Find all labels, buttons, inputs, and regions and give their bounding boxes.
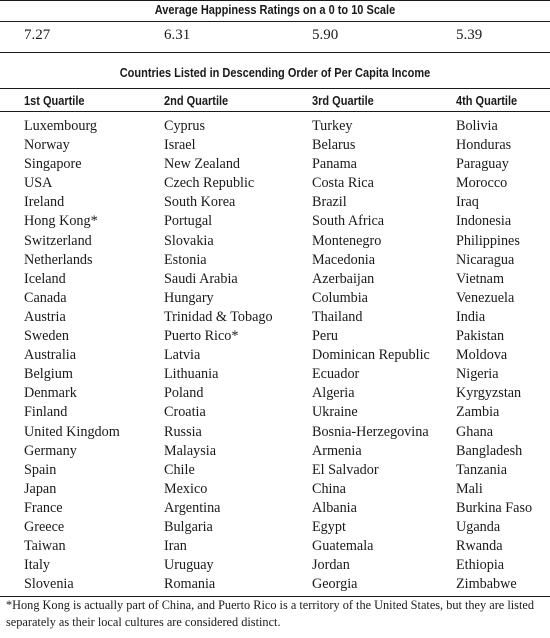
country-name: Romania [164,576,216,593]
country-name: Italy [24,557,50,574]
country-name: Malaysia [164,442,217,459]
country-name: Jordan [312,557,350,574]
country-name: India [456,308,486,325]
country-name: Pakistan [456,328,505,345]
country-name: Russia [164,423,202,440]
country-name: Philippines [456,232,520,249]
country-name: Japan [24,480,57,497]
country-name: Peru [312,328,339,345]
country-name: Taiwan [24,538,66,555]
country-name: Trinidad & Tobago [164,308,273,325]
country-name: Rwanda [456,538,503,555]
country-name: Guatemala [312,538,374,555]
country-name: United Kingdom [24,423,120,440]
country-name: Zimbabwe [456,576,517,593]
rating-q2: 6.31 [164,27,191,43]
country-name: Croatia [164,404,206,421]
country-name: Greece [24,518,65,535]
country-name: Estonia [164,251,207,268]
quartile-2-list [164,117,273,594]
country-name: Cyprus [164,118,205,134]
country-name: Vietnam [456,270,504,287]
countries-header-rule [0,88,550,89]
country-name: Luxembourg [24,118,98,134]
country-name: Morocco [456,175,508,192]
top-rule [0,0,550,1]
country-name: Dominican Republic [312,347,430,364]
country-name: Burkina Faso [456,499,533,516]
country-name: Saudi Arabia [164,270,238,287]
ratings-header-rule [0,21,550,22]
country-name: Honduras [456,137,512,154]
country-name: Chile [164,461,195,478]
country-name: Mexico [164,480,208,497]
country-name: Ethiopia [456,557,505,574]
quartile-header-3: 3rd Quartile [312,94,374,108]
country-name: Belgium [24,366,73,383]
country-name: New Zealand [164,156,241,173]
country-name: Iran [164,538,187,555]
country-name: Ghana [456,423,494,440]
country-name: Sweden [24,328,69,345]
country-name: Iceland [24,270,66,287]
countries-header: Countries Listed in Descending Order of Per Capita Income [119,66,431,80]
country-name: Albania [312,499,357,516]
country-name: Azerbaijan [312,270,375,287]
quartile-header-4: 4th Quartile [456,94,518,108]
country-name: Latvia [164,347,201,364]
country-name: Tanzania [456,461,507,478]
country-name: Hong Kong* [24,213,98,230]
country-name: Georgia [312,576,358,593]
country-name: Argentina [164,499,221,516]
country-name: Bangladesh [456,442,523,459]
rating-q4: 5.39 [456,27,483,43]
country-name: Ecuador [312,366,360,383]
country-name: Columbia [312,289,368,306]
country-name: Nicaragua [456,251,515,268]
country-name: Slovakia [164,232,214,249]
country-name: Lithuania [164,366,219,383]
country-name: Hungary [164,289,214,306]
country-name: Finland [24,404,68,421]
country-name: Brazil [312,194,347,211]
country-name: Austria [24,308,66,325]
country-name: Montenegro [312,232,382,249]
quartile-1-list [24,117,120,594]
country-name: Macedonia [312,251,376,268]
country-name: Germany [24,442,77,459]
country-name: Switzerland [24,232,92,249]
country-name: Bolivia [456,118,498,134]
country-name: Singapore [24,156,82,173]
country-name: Poland [164,385,204,402]
country-name: Moldova [456,347,508,364]
rating-q1: 7.27 [24,27,51,43]
country-name: Uruguay [164,557,214,574]
country-name: Ireland [24,194,65,211]
country-name: Turkey [312,118,353,134]
country-name: Israel [164,137,196,154]
quartile-header-2: 2nd Quartile [164,94,229,108]
rating-q3: 5.90 [312,27,339,43]
country-name: Costa Rica [312,175,374,192]
footnote: *Hong Kong is actually part of China, and Puerto Rico is a territory of the United States, but they are listed separately as their local cultures are considered distinct. [6,598,534,629]
country-name: Kyrgyzstan [456,385,522,402]
quartile-4-list [456,117,532,594]
ratings-header: Average Happiness Ratings on a 0 to 10 Scale [154,3,396,17]
country-name: Ukraine [312,404,358,421]
country-name: Indonesia [456,213,512,230]
country-name: South Korea [164,194,236,211]
country-name: Paraguay [456,156,509,173]
country-name: Bosnia-Herzegovina [312,423,429,440]
country-name: Egypt [312,518,346,535]
country-name: Venezuela [456,289,515,306]
quartile-header-1: 1st Quartile [24,94,85,108]
quartile-3-list [312,117,430,594]
country-name: Thailand [312,308,363,325]
quartile-header-rule [0,111,550,112]
country-name: Australia [24,347,77,364]
country-name: Spain [24,461,57,478]
country-name: Bulgaria [164,518,213,535]
country-name: Netherlands [24,251,93,268]
country-name: Panama [312,156,357,173]
country-name: Puerto Rico* [164,328,239,345]
ratings-bottom-rule [0,52,550,53]
country-name: Canada [24,289,67,306]
country-name: Denmark [24,385,77,402]
country-name: El Salvador [312,461,379,478]
country-name: Mali [456,480,483,497]
country-name: USA [24,175,53,192]
country-name: Belarus [312,137,356,154]
country-name: Portugal [164,213,213,230]
country-name: Czech Republic [164,175,255,192]
country-name: Uganda [456,518,501,535]
country-name: France [24,499,63,516]
country-name: Norway [24,137,70,154]
country-name: China [312,480,346,497]
country-name: Slovenia [24,576,74,593]
country-name: South Africa [312,213,385,230]
country-name: Zambia [456,404,500,421]
country-name: Iraq [456,194,479,211]
country-name: Armenia [312,442,362,459]
country-name: Nigeria [456,366,499,383]
country-name: Algeria [312,385,355,402]
